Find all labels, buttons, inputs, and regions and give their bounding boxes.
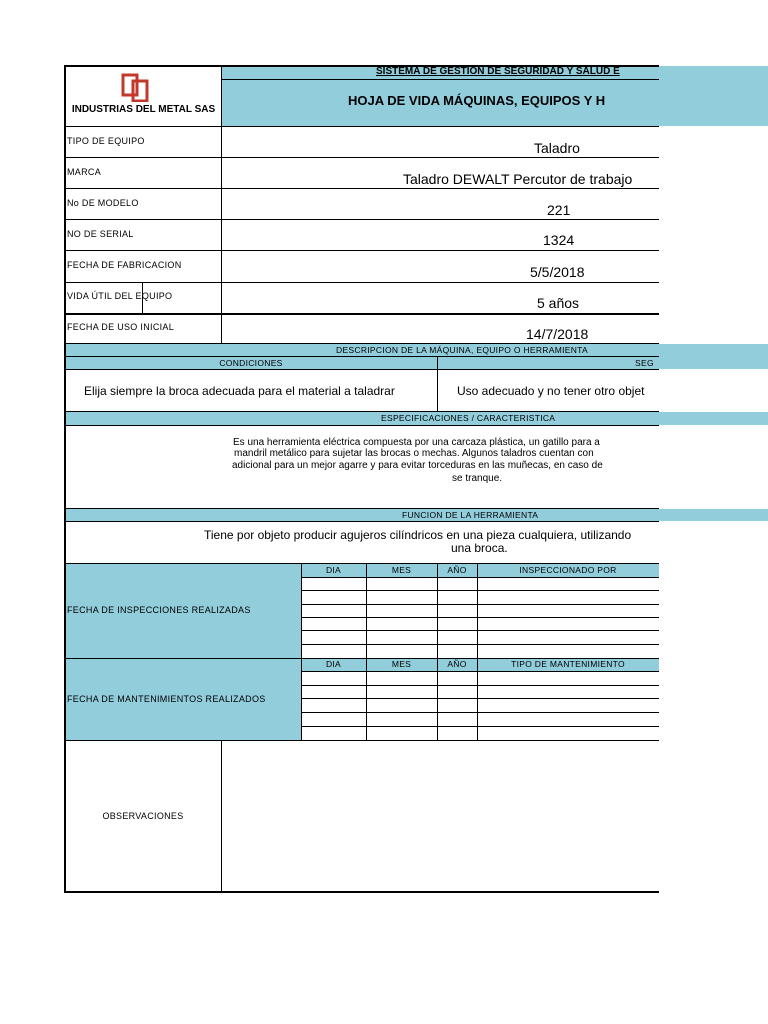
field-label-vida-util: VIDA ÚTIL DEL EQUIPO bbox=[67, 291, 173, 301]
specs-line-4: se tranque. bbox=[452, 473, 503, 484]
maintenance-col-ano: AÑO bbox=[447, 659, 467, 669]
company-logo-icon bbox=[119, 72, 155, 102]
inspections-col-mes: MES bbox=[391, 565, 412, 575]
field-label-modelo: No DE MODELO bbox=[67, 198, 139, 208]
function-band-overflow bbox=[659, 509, 768, 521]
maintenance-col-tipo: TIPO DE MANTENIMIENTO bbox=[511, 659, 625, 669]
field-label-serial: NO DE SERIAL bbox=[67, 229, 134, 239]
company-name: INDUSTRIAS DEL METAL SAS bbox=[71, 104, 216, 115]
maintenance-col-mes: MES bbox=[391, 659, 412, 669]
specs-line-1: Es una herramienta eléctrica compuesta por una carcaza plástica, un gatillo para a bbox=[233, 437, 600, 448]
observations-label: OBSERVACIONES bbox=[102, 811, 184, 821]
field-label-uso-inicial: FECHA DE USO INICIAL bbox=[67, 322, 175, 332]
field-value-modelo[interactable]: 221 bbox=[547, 202, 571, 218]
field-value-marca[interactable]: Taladro DEWALT Percutor de trabajo bbox=[403, 171, 633, 187]
conditions-text[interactable]: Elija siempre la broca adecuada para el material a taladrar bbox=[84, 384, 395, 398]
function-band bbox=[65, 509, 659, 521]
specs-band bbox=[65, 412, 659, 425]
field-label-fabricacion: FECHA DE FABRICACION bbox=[67, 260, 182, 270]
description-band-overflow bbox=[659, 344, 768, 369]
safety-header: SEG bbox=[635, 358, 654, 368]
inspections-label: FECHA DE INSPECCIONES REALIZADAS bbox=[67, 605, 251, 615]
field-value-fabricacion[interactable]: 5/5/2018 bbox=[530, 264, 585, 280]
field-value-uso-inicial[interactable]: 14/7/2018 bbox=[526, 326, 589, 342]
field-label-tipo: TIPO DE EQUIPO bbox=[67, 136, 145, 146]
maintenance-label: FECHA DE MANTENIMIENTOS REALIZADOS bbox=[67, 694, 266, 704]
field-label-marca: MARCA bbox=[67, 167, 102, 177]
function-line-2: una broca. bbox=[451, 541, 508, 555]
header-band-overflow bbox=[659, 66, 768, 126]
specs-line-2: mandril metálico para sujetar las brocas o mechas. Algunos taladros cuentan con bbox=[234, 448, 594, 459]
inspections-col-inspector: INSPECCIONADO POR bbox=[519, 565, 617, 575]
conditions-header: CONDICIONES bbox=[219, 358, 283, 368]
field-value-vida-util[interactable]: 5 años bbox=[537, 295, 580, 311]
field-value-tipo[interactable]: Taladro bbox=[534, 140, 580, 156]
description-title: DESCRIPCION DE LA MÁQUINA, EQUIPO O HERRAMIENTA bbox=[336, 345, 588, 355]
document-title: HOJA DE VIDA MÁQUINAS, EQUIPOS Y H bbox=[348, 93, 606, 108]
maintenance-col-dia: DIA bbox=[325, 659, 342, 669]
specs-line-3: adicional para un mejor agarre y para evitar torceduras en las muñecas, en caso de bbox=[232, 460, 603, 471]
inspections-col-ano: AÑO bbox=[447, 565, 467, 575]
specs-title: ESPECIFICACIONES / CARACTERISTICA bbox=[381, 413, 556, 423]
specs-band-overflow bbox=[659, 412, 768, 425]
function-line-1: Tiene por objeto producir agujeros cilíndricos en una pieza cualquiera, utilizando bbox=[204, 528, 632, 542]
safety-text[interactable]: Uso adecuado y no tener otro objet bbox=[457, 384, 645, 398]
observations-field[interactable] bbox=[222, 741, 659, 891]
system-title: SISTEMA DE GESTION DE SEGURIDAD Y SALUD E bbox=[376, 66, 620, 77]
function-title: FUNCION DE LA HERRAMIENTA bbox=[402, 510, 539, 520]
field-value-serial[interactable]: 1324 bbox=[543, 232, 575, 248]
inspections-col-dia: DIA bbox=[325, 565, 342, 575]
